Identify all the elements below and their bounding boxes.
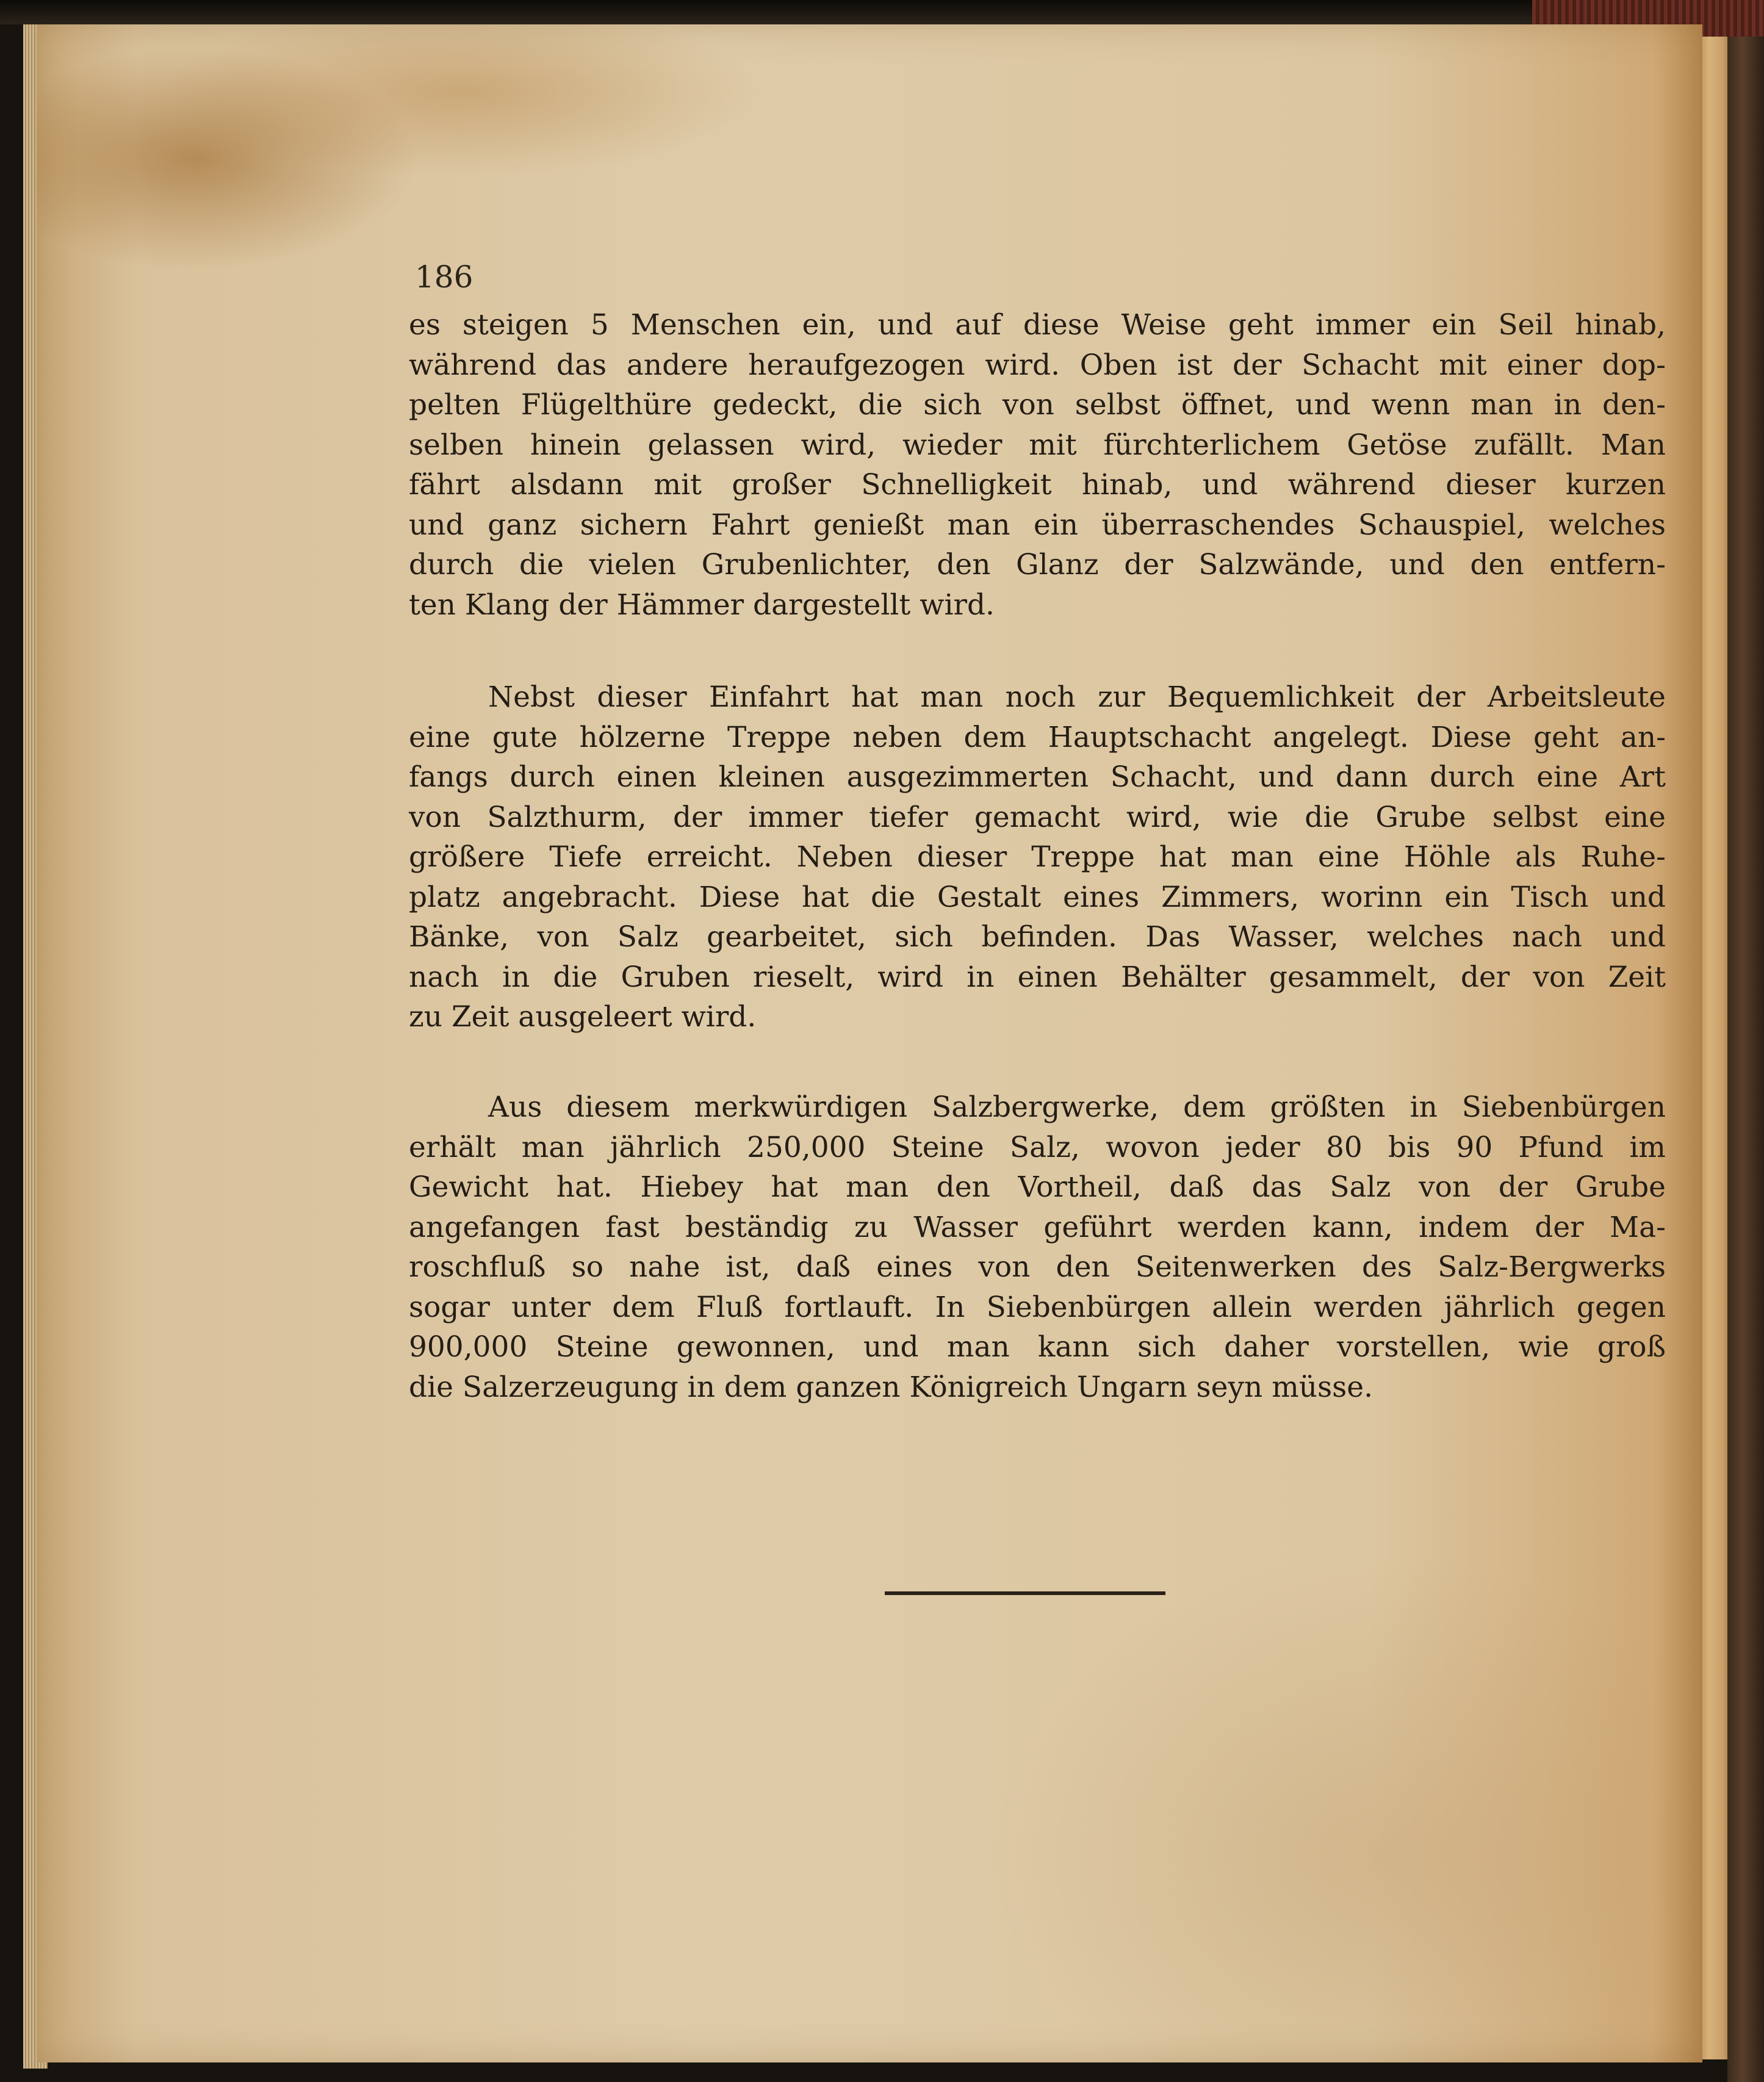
- section-divider-rule: [885, 1591, 1165, 1595]
- text-line: während das andere heraufgezogen wird. Oben ist der Schacht mit einer dop-: [409, 348, 1666, 382]
- text-line: selben hinein gelassen wird, wieder mit fürchterlichem Getöse zufällt. Man: [409, 428, 1666, 462]
- page-number: 186: [415, 259, 473, 295]
- text-line: 900,000 Steine gewonnen, und man kann sich daher vorstellen, wie groß: [409, 1330, 1666, 1364]
- paragraph-3: [409, 1087, 1666, 1407]
- text-line: die Salzerzeugung in dem ganzen Königreich Ungarn seyn müsse.: [409, 1370, 1373, 1404]
- text-line: Gewicht hat. Hiebey hat man den Vortheil, daß das Salz von der Grube: [409, 1170, 1666, 1204]
- text-line: angefangen fast beständig zu Wasser geführt werden kann, indem der Ma-: [409, 1210, 1666, 1244]
- text-line: erhält man jährlich 250,000 Steine Salz, wovon jeder 80 bis 90 Pfund im: [409, 1130, 1666, 1164]
- text-line: größere Tiefe erreicht. Neben dieser Treppe hat man eine Höhle als Ruhe-: [409, 840, 1666, 874]
- binding-edge-top: [0, 0, 1764, 24]
- text-line: pelten Flügelthüre gedeckt, die sich von selbst öffnet, und wenn man in den-: [409, 388, 1666, 422]
- book-cover-edge: [1727, 0, 1764, 2082]
- text-line: roschfluß so nahe ist, daß eines von den Seitenwerken des Salz-Bergwerks: [409, 1250, 1666, 1284]
- paragraph-2: [409, 677, 1666, 1037]
- text-line: platz angebracht. Diese hat die Gestalt eines Zimmers, worinn ein Tisch und: [409, 880, 1666, 914]
- text-line: Bänke, von Salz gearbeitet, sich befinden. Das Wasser, welches nach und: [409, 920, 1666, 954]
- text-line: fangs durch einen kleinen ausgezimmerten Schacht, und dann durch eine Art: [409, 760, 1666, 794]
- text-line: und ganz sichern Fahrt genießt man ein überraschendes Schauspiel, welches: [409, 508, 1666, 542]
- text-line: durch die vielen Grubenlichter, den Glanz der Salzwände, und den entfern-: [409, 548, 1666, 582]
- page-sheet: [37, 24, 1702, 2062]
- text-line: Aus diesem merkwürdigen Salzbergwerke, dem größten in Siebenbürgen: [488, 1090, 1666, 1124]
- text-line: ten Klang der Hämmer dargestellt wird.: [409, 588, 995, 622]
- text-line: fährt alsdann mit großer Schnelligkeit hinab, und während dieser kurzen: [409, 468, 1666, 502]
- text-line: zu Zeit ausgeleert wird.: [409, 1000, 757, 1034]
- text-line: eine gute hölzerne Treppe neben dem Hauptschacht angelegt. Diese geht an-: [409, 720, 1666, 754]
- text-line: sogar unter dem Fluß fortlauft. In Siebenbürgen allein werden jährlich gegen: [409, 1290, 1666, 1324]
- text-line: von Salzthurm, der immer tiefer gemacht wird, wie die Grube selbst eine: [409, 800, 1666, 834]
- text-line: nach in die Gruben rieselt, wird in einen Behälter gesammelt, der von Zeit: [409, 960, 1666, 994]
- text-line: es steigen 5 Menschen ein, und auf diese Weise geht immer ein Seil hinab,: [409, 308, 1666, 342]
- text-line: Nebst dieser Einfahrt hat man noch zur Bequemlichkeit der Arbeitsleute: [488, 680, 1666, 714]
- paragraph-1: [409, 305, 1666, 625]
